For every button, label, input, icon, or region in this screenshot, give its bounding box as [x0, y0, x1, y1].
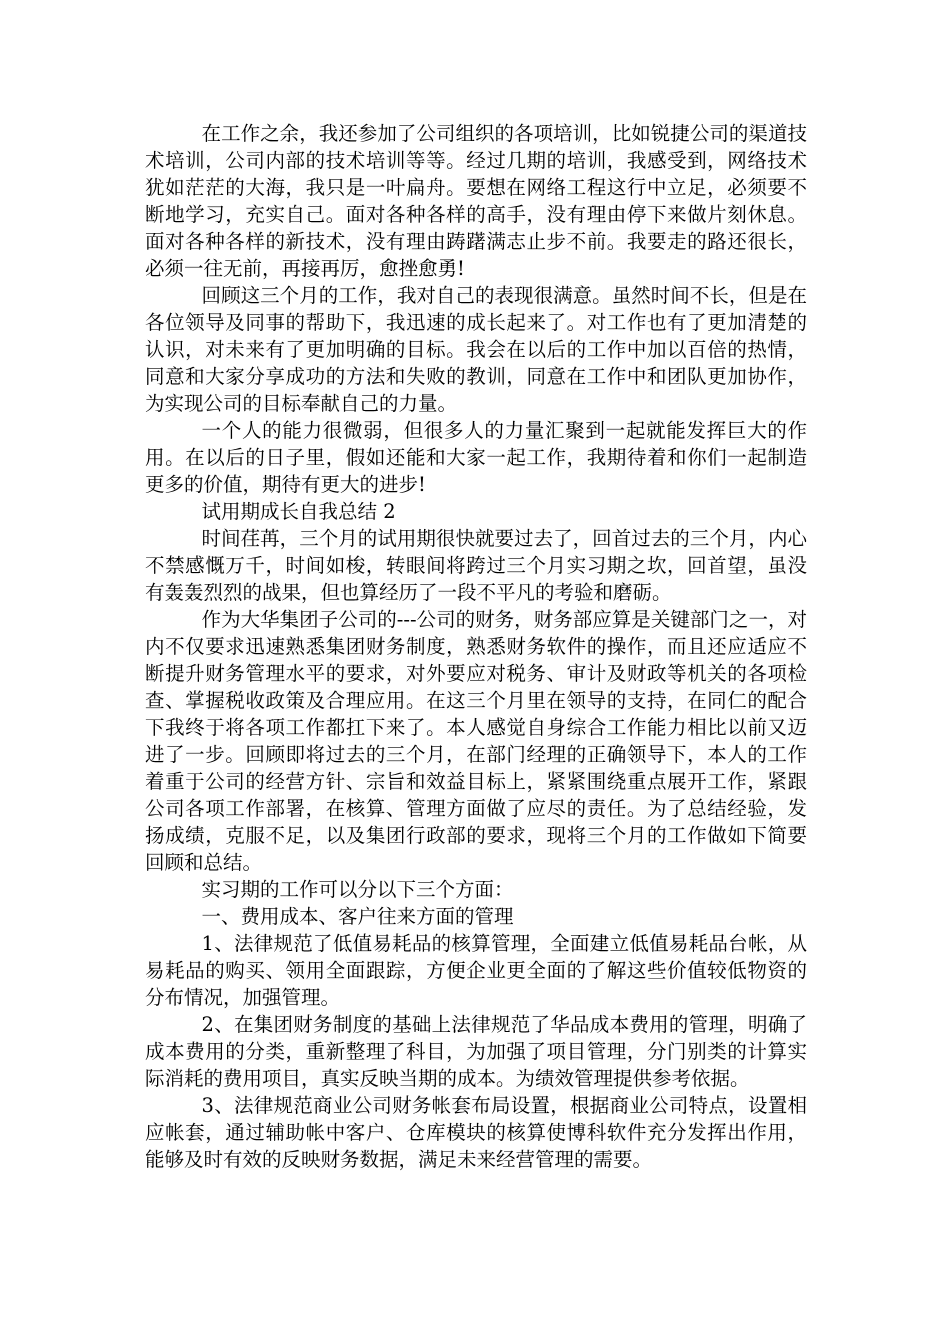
paragraph-review: 回顾这三个月的工作，我对自己的表现很满意。虽然时间不长，但是在各位领导及同事的帮助下，我迅速的成长起来了。对工作也有了更加清楚的认识，对未来有了更加明确的目标。我会在以后的工作中加以百倍的热情，同意和大家分享成功的方法和失败的教训，同意在工作中和团队更加协作，为实现公司的目标奉献自己的力量。: [145, 284, 807, 415]
paragraph-finance-role: 作为大华集团子公司的---公司的财务，财务部应算是关键部门之一，对内不仅要求迅速熟悉集团财务制度，熟悉财务软件的操作，而且还应适应不断提升财务管理水平的要求，对外要应对税务、审计及财政等机关的各项检查、掌握税收政策及合理应用。在这三个月里在领导的支持，在同仁的配合下我终于将各项工作都扛下来了。本人感觉自身综合工作能力相比以前又迈进了一步。回顾即将过去的三个月，在部门经理的正确领导下，本人的工作着重于公司的经营方针、宗旨和效益目标上，紧紧围绕重点展开工作，紧跟公司各项工作部署，在核算、管理方面做了应尽的责任。为了总结经验，发扬成绩，克服不足，以及集团行政部的要求，现将三个月的工作做如下简要回顾和总结。: [145, 608, 807, 874]
list-item-3: 3、法律规范商业公司财务帐套布局设置，根据商业公司特点，设置相应帐套，通过辅助帐中客户、仓库模块的核算使博科软件充分发挥出作用，能够及时有效的反映财务数据，满足未来经营管理的需要。: [145, 1094, 807, 1171]
paragraph-teamwork: 一个人的能力很微弱，但很多人的力量汇聚到一起就能发挥巨大的作用。在以后的日子里，假如还能和大家一起工作，我期待着和你们一起制造更多的价值，期待有更大的进步!: [145, 419, 807, 496]
paragraph-training: 在工作之余，我还参加了公司组织的各项培训，比如锐捷公司的渠道技术培训，公司内部的技术培训等等。经过几期的培训，我感受到，网络技术犹如茫茫的大海，我只是一叶扁舟。要想在网络工程这行中立足，必须要不断地学习，充实自己。面对各种各样的高手，没有理由停下来做片刻休息。面对各种各样的新技术，没有理由踌躇满志止步不前。我要走的路还很长，必须一往无前，再接再厉，愈挫愈勇!: [145, 122, 807, 280]
section-title: 试用期成长自我总结 2: [201, 500, 396, 523]
list-item-1: 1、法律规范了低值易耗品的核算管理，全面建立低值易耗品台帐，从易耗品的购买、领用全面跟踪，方便企业更全面的了解这些价值较低物资的分布情况，加强管理。: [145, 932, 807, 1009]
document-body: [145, 120, 807, 1173]
subheading-cost-management: 一、费用成本、客户往来方面的管理: [201, 905, 514, 928]
paragraph-time-passing: 时间荏苒，三个月的试用期很快就要过去了，回首过去的三个月，内心不禁感慨万千，时间如梭，转眼间将跨过三个月实习期之坎，回首望，虽没有轰轰烈烈的战果，但也算经历了一段不平凡的考验和磨砺。: [145, 527, 807, 604]
paragraph-three-aspects: 实习期的工作可以分以下三个方面：: [201, 878, 514, 901]
list-item-2: 2、在集团财务制度的基础上法律规范了华品成本费用的管理，明确了成本费用的分类，重新整理了科目，为加强了项目管理，分门别类的计算实际消耗的费用项目，真实反映当期的成本。为绩效管理提供参考依据。: [145, 1013, 807, 1090]
